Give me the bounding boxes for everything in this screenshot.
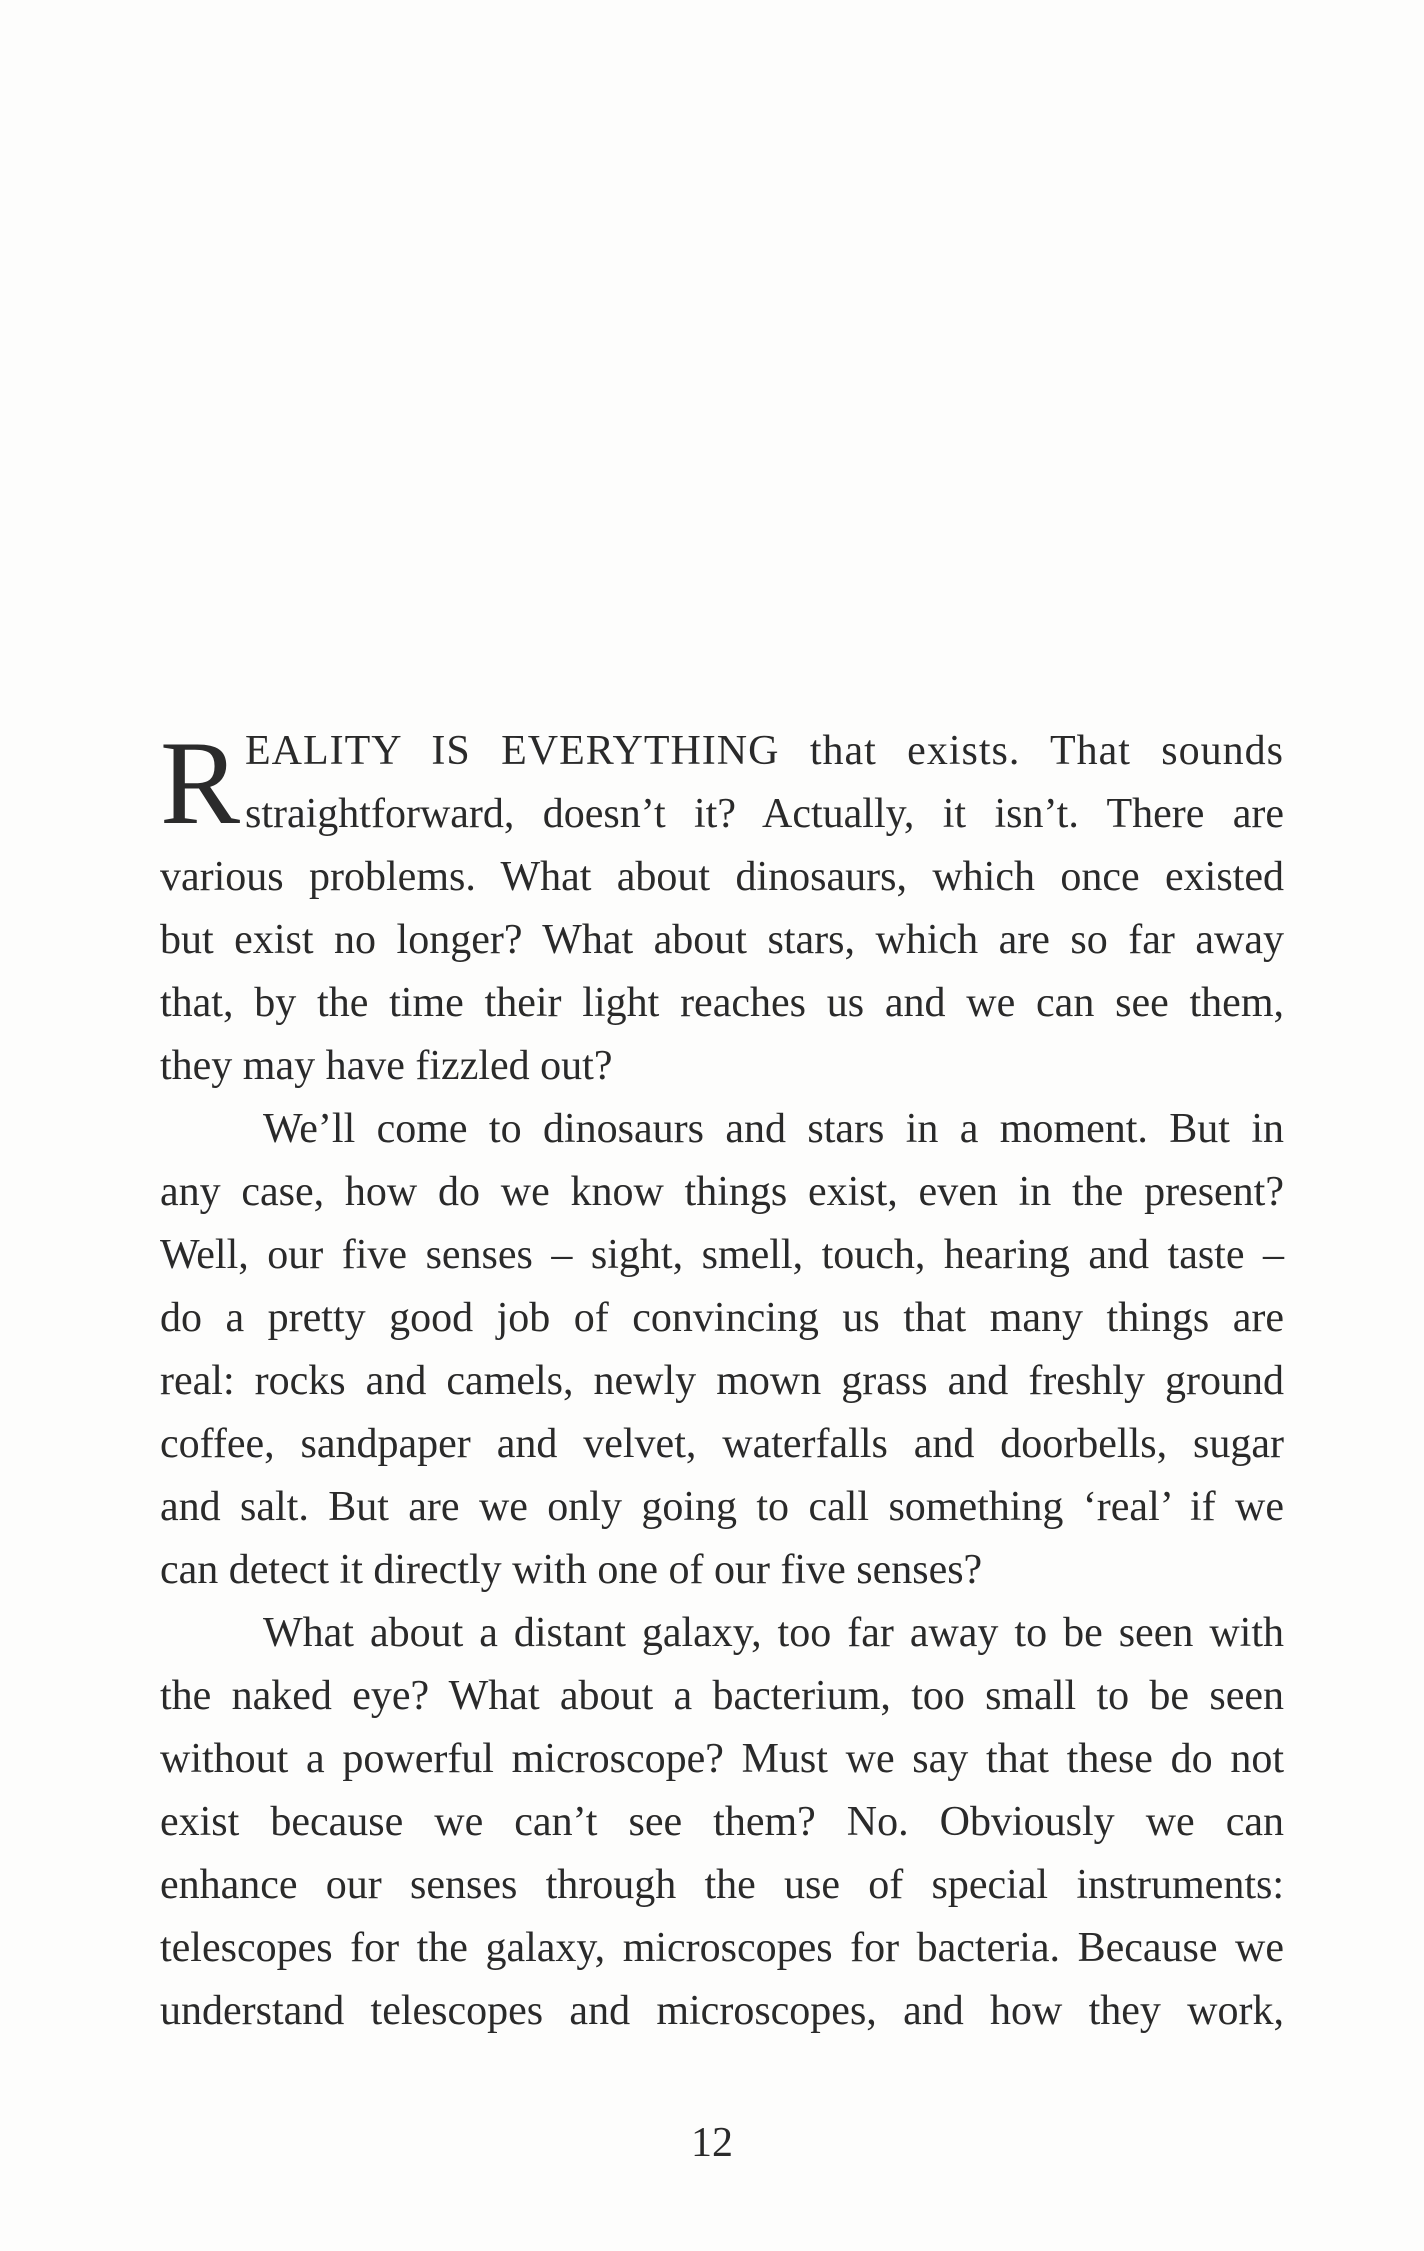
text-line: do a pretty good job of convincing us that many things are: [160, 1295, 1284, 1341]
paragraph-2: [160, 1098, 1284, 1602]
text-line: We’ll come to dinosaurs and stars in a moment. But in: [263, 1106, 1284, 1152]
text-line: without a powerful microscope? Must we say that these do not: [160, 1736, 1284, 1782]
paragraph-1-second-line: [160, 783, 1284, 846]
text-line: various problems. What about dinosaurs, which once existed: [160, 854, 1284, 900]
text-line: enhance our senses through the use of special instruments:: [160, 1862, 1284, 1908]
text-line: straightforward, doesn’t it? Actually, it isn’t. There are: [245, 791, 1284, 837]
text-line: the naked eye? What about a bacterium, too small to be seen: [160, 1673, 1284, 1719]
body-text: [160, 716, 1284, 2043]
text-line: EALITY IS EVERYTHING that exists. That sounds: [245, 728, 1284, 774]
page-number: 12: [691, 2120, 733, 2166]
paragraph-1: [160, 716, 1284, 1098]
text-line: understand telescopes and microscopes, and how they work,: [160, 1988, 1284, 2034]
text-line: Well, our five senses – sight, smell, touch, hearing and taste –: [160, 1232, 1284, 1278]
drop-cap: R: [160, 716, 241, 849]
text-line: exist because we can’t see them? No. Obviously we can: [160, 1799, 1284, 1845]
text-line: any case, how do we know things exist, even in the present?: [160, 1169, 1284, 1215]
text-line: that, by the time their light reaches us and we can see them,: [160, 980, 1284, 1026]
text-line: coffee, sandpaper and velvet, waterfalls and doorbells, sugar: [160, 1421, 1284, 1467]
text-line: they may have fizzled out?: [160, 1043, 613, 1089]
text-line: but exist no longer? What about stars, which are so far away: [160, 917, 1284, 963]
text-line: can detect it directly with one of our five senses?: [160, 1547, 983, 1593]
paragraph-3: [160, 1602, 1284, 2043]
text-line: telescopes for the galaxy, microscopes for bacteria. Because we: [160, 1925, 1284, 1971]
text-line: What about a distant galaxy, too far away to be seen with: [263, 1610, 1284, 1656]
text-line: real: rocks and camels, newly mown grass and freshly ground: [160, 1358, 1284, 1404]
text-line: and salt. But are we only going to call something ‘real’ if we: [160, 1484, 1284, 1530]
